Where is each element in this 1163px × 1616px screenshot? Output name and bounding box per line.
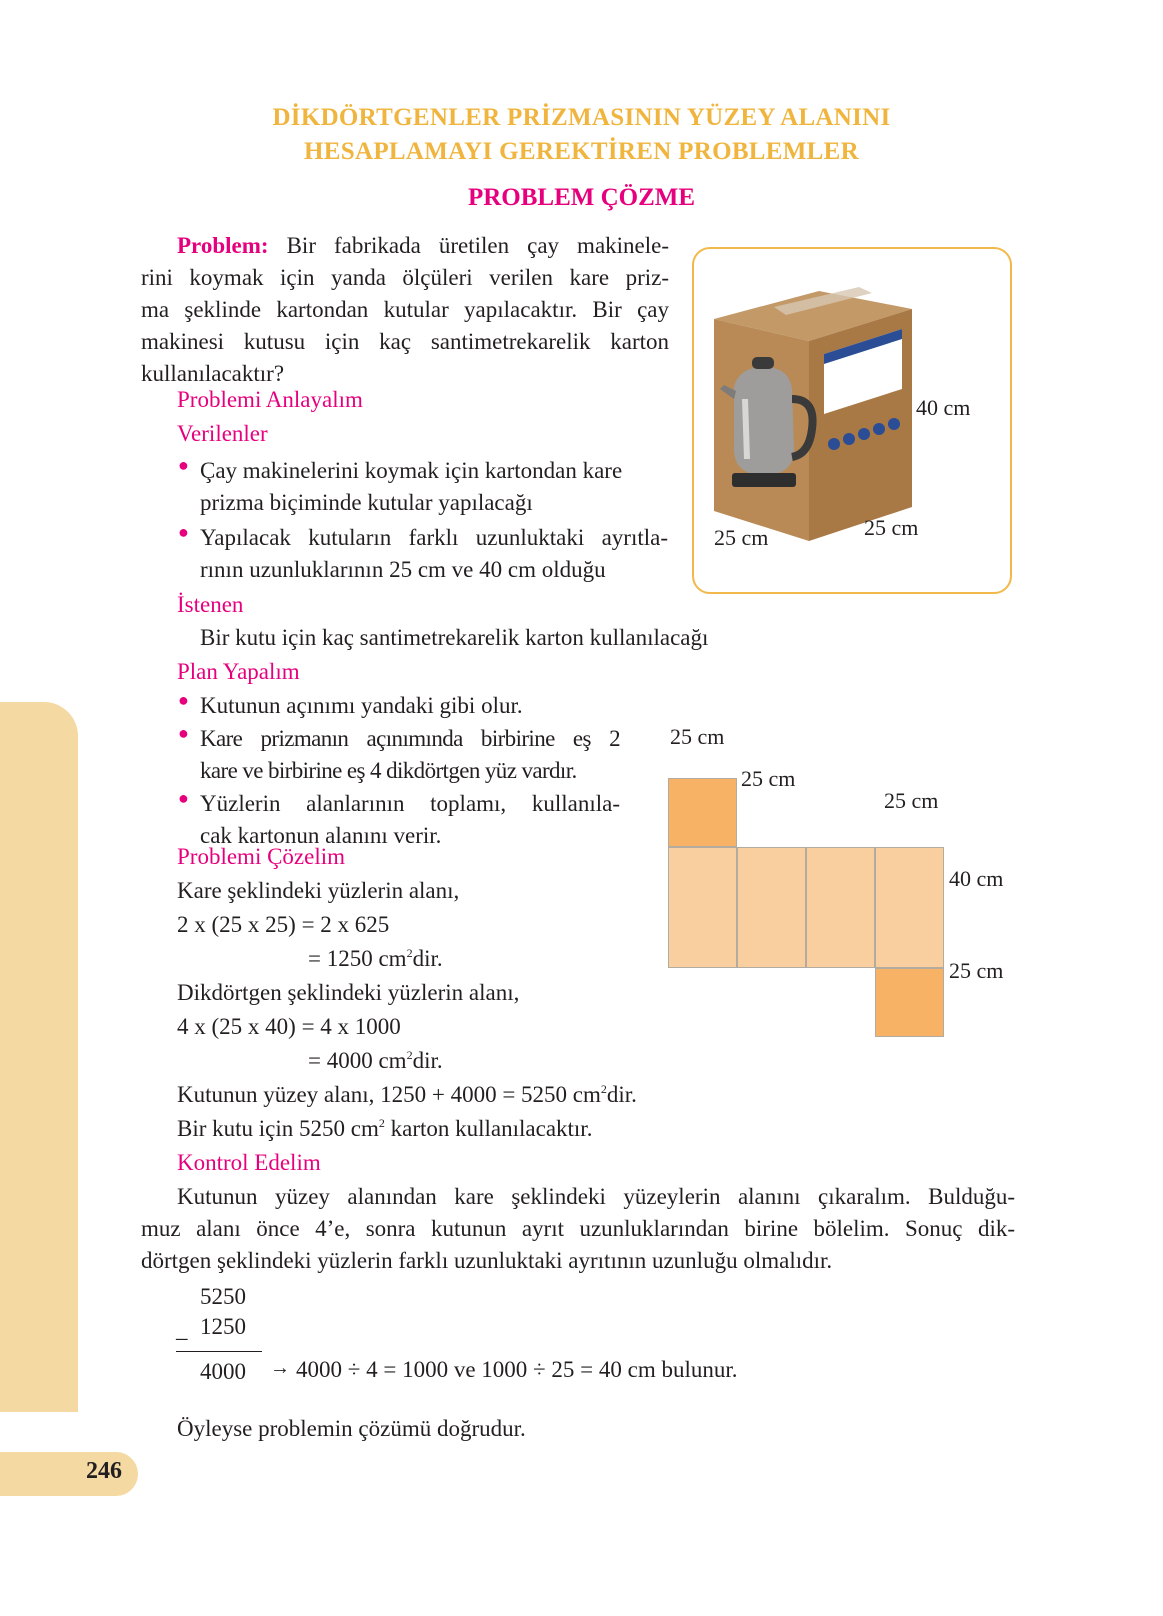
solve-line-4: Dikdörtgen şeklindeki yüzlerin alanı, bbox=[177, 980, 520, 1005]
net-rect-face-2 bbox=[737, 847, 806, 968]
problem-line-5: kullanılacaktır? bbox=[141, 361, 285, 386]
box-figure-frame bbox=[692, 247, 1012, 594]
net-square-face-bottom bbox=[875, 968, 944, 1037]
solve-line-7: Kutunun yüzey alanı, 1250 + 4000 = 5250 $cm^2dir$. bbox=[177, 1082, 637, 1107]
bullet-icon: ● bbox=[178, 455, 189, 475]
wanted-text: Bir kutu için kaç santimetrekarelik karton kullanılacağı bbox=[200, 625, 709, 650]
problem-label: Problem: bbox=[177, 233, 269, 258]
given-item-1: ● Çay makinelerini koymak için kartondan kare prizma biçiminde kutular yapılacağı bbox=[178, 455, 623, 515]
problem-line-1: Problem: Bir fabrikada üretilen çay makinele- bbox=[177, 233, 670, 258]
problem-line-4: makinesi kutusu için kaç santimetrekarelik karton bbox=[141, 329, 669, 354]
plan-heading: Plan Yapalım bbox=[177, 659, 300, 684]
check-paragraph: Kutunun yüzey alanından kare şeklindeki yüzeylerin alanını çıkaralım. Bulduğu- muz alanı önce 4’e, sonra kutunun ayrıt uzunluklarından birine bölelim. Sonuç dik- dörtgen şeklindeki yüzlerin farklı uzunluktaki ayrıtının uzunluğu olmalıdır. bbox=[141, 1184, 1015, 1273]
page-title-line2: HESAPLAMAYI GEREKTİREN PROBLEMLER bbox=[304, 138, 859, 165]
bullet-icon: ● bbox=[178, 522, 189, 542]
net-rect-face-1 bbox=[668, 847, 737, 968]
plan-item-3: ● Yüzlerin alanlarının toplamı, kullanıla- cak kartonun alanını verir. bbox=[178, 788, 620, 848]
solve-line-3: = 1250 $cm^2dir$. bbox=[308, 946, 443, 971]
solve-line-2: 2 x (25 x 25) = 2 x 625 bbox=[177, 912, 390, 937]
wanted-heading: İstenen bbox=[177, 592, 244, 617]
net-label-top-right: 25 cm bbox=[884, 788, 939, 813]
check-heading: Kontrol Edelim bbox=[177, 1150, 321, 1175]
net-rect-face-3 bbox=[806, 847, 875, 968]
arrow-icon: → bbox=[270, 1357, 290, 1379]
bullet-icon: ● bbox=[178, 723, 189, 743]
understand-heading: Problemi Anlayalım bbox=[177, 387, 363, 412]
subtraction-result: 4000 bbox=[200, 1359, 246, 1384]
net-rect-face-4 bbox=[875, 847, 944, 968]
subtraction-rule bbox=[176, 1351, 262, 1352]
net-label-bottom-right: 25 cm bbox=[949, 958, 1004, 983]
bullet-icon: ● bbox=[178, 788, 189, 808]
subtraction-top: 5250 bbox=[200, 1284, 246, 1309]
solve-line-6: = 4000 $cm^2dir$. bbox=[308, 1048, 443, 1073]
page-number: 246 bbox=[86, 1458, 122, 1484]
side-decoration-bar bbox=[0, 702, 78, 1412]
box-height-label: 40 cm bbox=[916, 395, 971, 420]
page-title-line1: DİKDÖRTGENLER PRİZMASININ YÜZEY ALANINI bbox=[272, 104, 891, 131]
conclusion: Öyleyse problemin çözümü doğrudur. bbox=[177, 1416, 526, 1441]
solve-line-5: 4 x (25 x 40) = 4 x 1000 bbox=[177, 1014, 401, 1039]
box-right-edge-label: 25 cm bbox=[864, 515, 919, 540]
box-left-edge-label: 25 cm bbox=[714, 525, 769, 550]
problem-paragraph bbox=[141, 230, 670, 390]
bullet-icon: ● bbox=[178, 690, 189, 710]
net-label-height: 40 cm bbox=[949, 866, 1004, 891]
net-label-top-mid: 25 cm bbox=[741, 766, 796, 791]
minus-sign: – bbox=[176, 1325, 188, 1350]
problem-line-2: rini koymak için yanda ölçüleri verilen kare priz- bbox=[141, 265, 669, 290]
plan-item-2: ● Kare prizmanın açınımında birbirine eş 2 kare ve birbirine eş 4 dikdörtgen yüz vardır. bbox=[178, 723, 620, 783]
net-square-face-top bbox=[668, 778, 737, 847]
division-result: 4000 ÷ 4 = 1000 ve 1000 ÷ 25 = 40 cm bulunur. bbox=[296, 1357, 738, 1382]
prism-net-figure bbox=[640, 724, 1040, 1030]
given-item-2: ● Yapılacak kutuların farklı uzunluktaki ayrıtla- rının uzunluklarının 25 cm ve 40 cm olduğu bbox=[178, 522, 668, 582]
solve-line-8: Bir kutu için 5250 $cm^2$ karton kullanılacaktır. bbox=[177, 1116, 593, 1141]
given-heading: Verilenler bbox=[177, 421, 268, 446]
solve-heading: Problemi Çözelim bbox=[177, 844, 346, 869]
section-title: PROBLEM ÇÖZME bbox=[467, 184, 696, 211]
solve-line-1: Kare şeklindeki yüzlerin alanı, bbox=[177, 878, 460, 903]
net-label-top-left: 25 cm bbox=[670, 724, 725, 749]
problem-line-3: ma şeklinde kartondan kutular yapılacaktır. Bir çay bbox=[141, 297, 669, 322]
plan-item-1: ● Kutunun açınımı yandaki gibi olur. bbox=[178, 690, 523, 718]
subtraction-mid: 1250 bbox=[200, 1314, 246, 1339]
